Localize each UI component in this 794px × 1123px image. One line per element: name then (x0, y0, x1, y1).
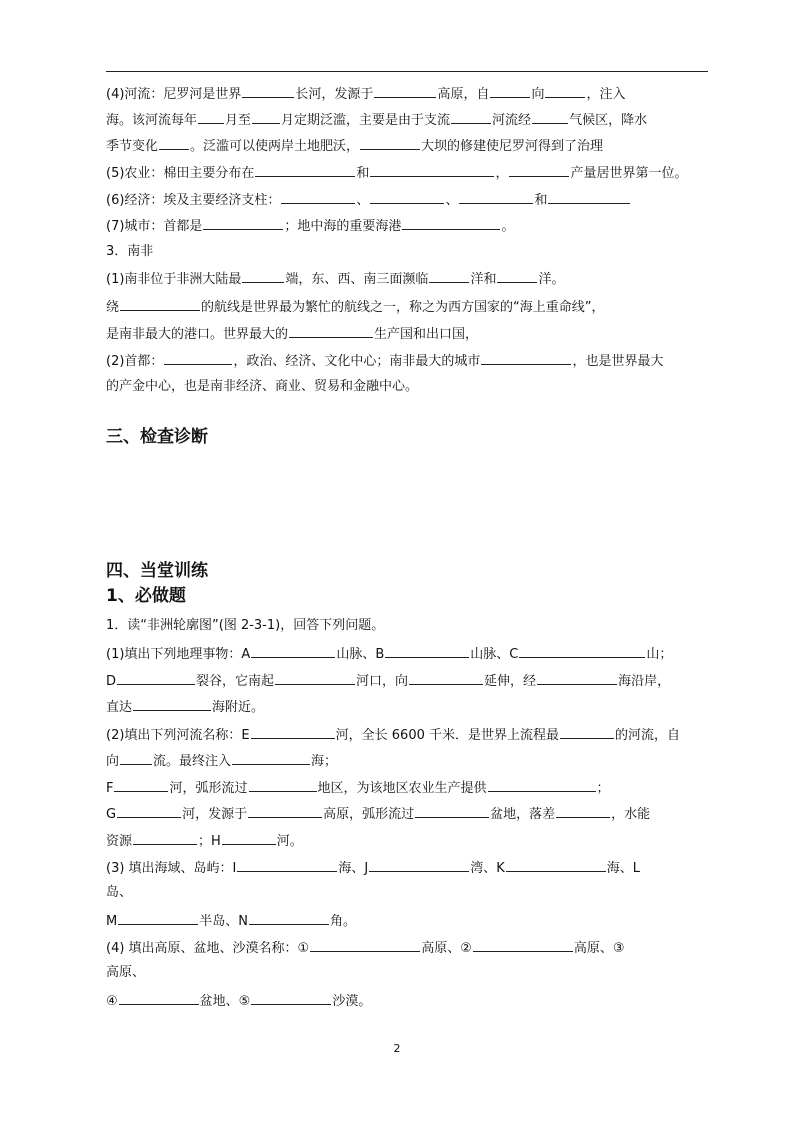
blank-field[interactable] (310, 938, 420, 952)
blank-field[interactable] (249, 911, 329, 925)
blank-field[interactable] (360, 136, 420, 150)
blank-field[interactable] (545, 84, 585, 98)
q6-text-d: 和 (534, 193, 548, 208)
blank-field[interactable] (252, 110, 280, 124)
blank-field[interactable] (490, 84, 530, 98)
blank-field[interactable] (248, 804, 322, 818)
ex-line4 (106, 725, 716, 744)
blank-field[interactable] (556, 804, 610, 818)
q7-text-a: (7)城市：首都是 (106, 219, 203, 234)
ex-text: 盆地，落差 (490, 807, 556, 822)
ex-text: 河，弧形流过 (169, 781, 248, 796)
q4-text-i: 河流经 (492, 113, 532, 128)
blank-field[interactable] (242, 269, 284, 283)
blank-field[interactable] (488, 778, 596, 792)
sa-text: 端，东、西、南三面濒临 (285, 272, 429, 287)
ex-text: ；H (198, 834, 221, 849)
ex-text: 沙漠。 (332, 994, 372, 1009)
blank-field[interactable] (251, 991, 331, 1005)
q5-line (106, 163, 716, 182)
ex-text: G (106, 807, 117, 822)
blank-field[interactable] (374, 84, 436, 98)
ex-text: 海附近。 (212, 700, 265, 715)
blank-field[interactable] (369, 858, 469, 872)
blank-field[interactable] (251, 725, 335, 739)
sa-line5: 的产金中心，也是南非经济、商业、贸易和金融中心。 (106, 379, 419, 394)
ex-text: ； (596, 781, 610, 796)
ex-text: 资源 (106, 834, 133, 849)
ex-text: 河，发源于 (182, 807, 248, 822)
q4-text-d: 向 (531, 87, 545, 102)
ex-text: 海； (311, 754, 338, 769)
blank-field[interactable] (117, 804, 181, 818)
section-title-3: 三、检查诊断 (106, 427, 208, 447)
ex-text: 裂谷，它南起 (196, 674, 275, 689)
q5-text-d: 产量居世界第一位。 (570, 166, 688, 181)
ex-text: 海、J (338, 861, 369, 876)
ex-text: 湾、K (470, 861, 505, 876)
q4-text-l: 。泛滥可以使两岸土地肥沃， (190, 139, 360, 154)
sa-text: ，政治、经济、文化中心；南非最大的城市 (233, 354, 481, 369)
sa-text: ，也是世界最大 (572, 354, 664, 369)
q7-text-c: 。 (501, 219, 515, 234)
exercise-intro: 1．读“非洲轮廓图”(图 2-3-1)，回答下列问题。 (106, 618, 385, 633)
sa-line1 (106, 269, 716, 288)
blank-field[interactable] (459, 190, 533, 204)
q4-text-e: ，注入 (586, 87, 626, 102)
subsection-title: 1、必做题 (106, 586, 186, 606)
blank-field[interactable] (519, 644, 645, 658)
section-title-4: 四、当堂训练 (106, 561, 208, 581)
ex-line13: 高原、 (106, 965, 146, 980)
blank-field[interactable] (481, 351, 571, 365)
blank-field[interactable] (451, 110, 491, 124)
sa-text: 生产国和出口国， (374, 327, 479, 342)
ex-text: 流。最终注入 (153, 754, 232, 769)
sa-text: 的航线是世界最为繁忙的航线之一，称之为西方国家的“海上重命线”， (201, 300, 605, 315)
header-rule (106, 71, 708, 72)
ex-text: (3) 填出海域、岛屿：I (106, 861, 237, 876)
blank-field[interactable] (120, 297, 200, 311)
blank-field[interactable] (402, 216, 500, 230)
q4-line3 (106, 136, 716, 155)
ex-text: 角。 (329, 914, 356, 929)
sa-text: (2)首都： (106, 354, 164, 369)
blank-field[interactable] (159, 136, 189, 150)
ex-line11 (106, 911, 716, 930)
ex-text: 河口，向 (356, 674, 409, 689)
blank-field[interactable] (385, 644, 469, 658)
blank-field[interactable] (548, 190, 630, 204)
q5-text-b: 和 (356, 166, 370, 181)
q4-text-c: 高原，自 (437, 87, 490, 102)
ex-line2 (106, 671, 716, 690)
q4-text-m: 大坝的修建使尼罗河得到了治理 (421, 139, 604, 154)
sa-text: 洋和 (470, 272, 497, 287)
ex-text: 高原、③ (573, 941, 625, 956)
blank-field[interactable] (370, 163, 494, 177)
ex-text: 海沿岸， (618, 674, 671, 689)
blank-field[interactable] (532, 110, 568, 124)
blank-field[interactable] (164, 351, 232, 365)
blank-field[interactable] (429, 269, 469, 283)
ex-text: 直达 (106, 700, 133, 715)
blank-field[interactable] (281, 190, 355, 204)
blank-field[interactable] (289, 324, 373, 338)
ex-text: 河。 (276, 834, 303, 849)
q4-text-j: 气候区，降水 (569, 113, 648, 128)
ex-line8 (106, 831, 716, 850)
south-africa-heading: 3．南非 (106, 244, 154, 259)
ex-text: 山脉、C (470, 647, 519, 662)
ex-text: D (106, 674, 117, 689)
blank-field[interactable] (509, 163, 569, 177)
ex-text: 盆地、⑤ (199, 994, 251, 1009)
q4-text-f: 海。该河流每年 (106, 113, 198, 128)
q6-line (106, 190, 716, 209)
ex-line10: 岛、 (106, 885, 133, 900)
q5-text-a: (5)农业：棉田主要分布在 (106, 166, 255, 181)
ex-text: 河，全长 6600 千米．是世界上流程最 (335, 728, 559, 743)
blank-field[interactable] (537, 671, 617, 685)
blank-field[interactable] (370, 190, 444, 204)
ex-text: 山； (646, 647, 673, 662)
ex-text: 延伸，经 (484, 674, 537, 689)
ex-text: 半岛、N (199, 914, 248, 929)
ex-text: (4) 填出高原、盆地、沙漠名称：① (106, 941, 310, 956)
ex-line1 (106, 644, 716, 663)
ex-line9 (106, 858, 716, 877)
blank-field[interactable] (275, 671, 355, 685)
page-number: 2 (393, 1042, 401, 1055)
blank-field[interactable] (415, 804, 489, 818)
q7-text-b: ；地中海的重要海港 (284, 219, 402, 234)
q4-text-k: 季节变化 (106, 139, 159, 154)
ex-line12 (106, 938, 716, 957)
blank-field[interactable] (203, 216, 283, 230)
ex-text: 高原，弧形流过 (323, 807, 415, 822)
ex-text: (1)填出下列地理事物：A (106, 647, 251, 662)
blank-field[interactable] (473, 938, 573, 952)
ex-text: 高原、② (421, 941, 472, 956)
ex-line5 (106, 751, 716, 770)
q4-text-a: (4)河流：尼罗河是世界 (106, 87, 242, 102)
ex-text: 海、L (606, 861, 641, 876)
blank-field[interactable] (198, 110, 224, 124)
blank-field[interactable] (251, 644, 335, 658)
blank-field[interactable] (237, 858, 337, 872)
blank-field[interactable] (560, 725, 614, 739)
blank-field[interactable] (118, 911, 198, 925)
blank-field[interactable] (255, 163, 355, 177)
ex-text: 山脉、B (336, 647, 385, 662)
q6-text-c: 、 (445, 193, 459, 208)
blank-field[interactable] (133, 697, 211, 711)
blank-field[interactable] (497, 269, 537, 283)
sa-text: 绕 (106, 300, 120, 315)
q7-line (106, 216, 716, 235)
blank-field[interactable] (117, 671, 195, 685)
blank-field[interactable] (119, 991, 199, 1005)
blank-field[interactable] (506, 858, 606, 872)
q4-text-g: 月至 (225, 113, 252, 128)
ex-line6 (106, 778, 716, 797)
blank-field[interactable] (120, 751, 152, 765)
q6-text-a: (6)经济：埃及主要经济支柱： (106, 193, 281, 208)
sa-text: (1)南非位于非洲大陆最 (106, 272, 242, 287)
sa-line2 (106, 297, 716, 316)
ex-line7 (106, 804, 716, 823)
q5-text-c: ， (495, 166, 509, 181)
ex-text: F (106, 781, 114, 796)
blank-field[interactable] (232, 751, 310, 765)
blank-field[interactable] (242, 84, 294, 98)
q4-line1 (106, 84, 716, 103)
ex-text: M (106, 914, 118, 929)
q6-text-b: 、 (356, 193, 370, 208)
ex-line14 (106, 991, 716, 1010)
sa-text: 是南非最大的港口。世界最大的 (106, 327, 289, 342)
ex-line3 (106, 697, 716, 716)
sa-line3 (106, 324, 716, 343)
blank-field[interactable] (249, 778, 317, 792)
q4-line2 (106, 110, 716, 129)
blank-field[interactable] (133, 831, 197, 845)
blank-field[interactable] (114, 778, 168, 792)
ex-text: 的河流，自 (615, 728, 681, 743)
ex-text: 向 (106, 754, 120, 769)
ex-text: (2)填出下列河流名称：E (106, 728, 250, 743)
blank-field[interactable] (222, 831, 276, 845)
q4-text-h: 月定期泛滥，主要是由于支流 (281, 113, 451, 128)
q4-text-b: 长河，发源于 (295, 87, 374, 102)
ex-text: 地区，为该地区农业生产提供 (317, 781, 487, 796)
ex-text: ，水能 (611, 807, 651, 822)
blank-field[interactable] (409, 671, 483, 685)
ex-text: ④ (106, 994, 118, 1009)
sa-line4 (106, 351, 716, 370)
sa-text: 洋。 (538, 272, 565, 287)
